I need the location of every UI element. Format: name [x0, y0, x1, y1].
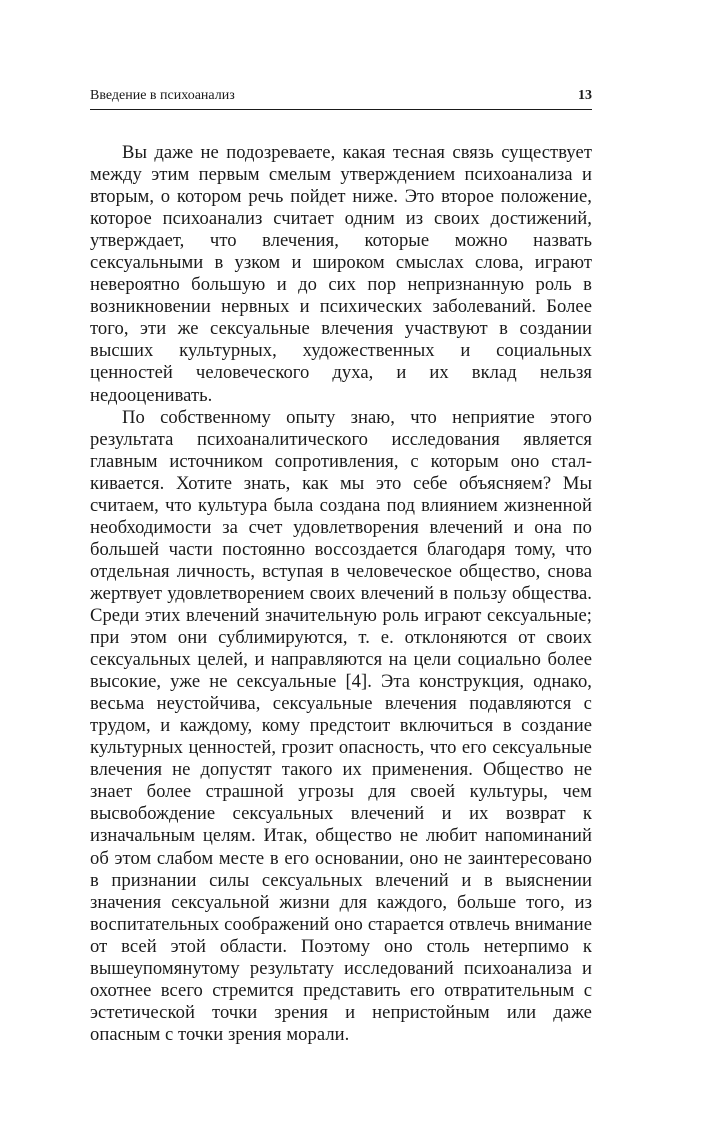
- page-number: 13: [578, 88, 592, 103]
- paragraph-2: По собственному опыту знаю, что неприятие этого результата психоаналитического исследования является главным источником сопротивления, с которым оно сталкивается. Хотите знать, как мы это себе объясняем? Мы считаем, что культура была создана под влиянием жизненной необходимости за счет удовлетворения влечений и она по большей части постоянно воссоздается благодаря тому, что отдельная личность, вступая в человеческое общество, снова жертвует удовлетворением своих влечений в пользу общества. Среди этих влечений значительную роль играют сексуальные; при этом они сублимируются, т. е. отклоняются от своих сексуальных целей, и направляются на цели социально более высокие, уже не сексуальные [4]. Эта конструкция, однако, весьма неустойчива, сексуальные влечения подавляются с трудом, и каждому, кому предстоит включиться в создание культурных ценностей, грозит опасность, что его сексуальные влечения не допустят такого их применения. Общество не знает более страшной угрозы для своей культуры, чем высвобождение сексуальных влечений и их возврат к изначальным целям. Итак, общество не любит напоминаний об этом слабом месте в его основании, оно не заинтересовано в признании силы сексуальных влечений и в выяснении значения сексуальной жизни для каждого, больше того, из воспитательных соображений оно старается отвлечь внимание от всей этой области. Поэтому оно столь нетерпимо к вышеупомянутому результату исследований психоанализа и охотнее всего стремится представить его отвратительным с эстетической точки зрения и непристойным или даже опасным с точки зрения морали.: [90, 406, 592, 1045]
- running-head: [90, 88, 592, 110]
- book-page: [90, 88, 592, 1046]
- body-text: [90, 142, 592, 1046]
- paragraph-1: Вы даже не подозреваете, какая тесная связь существует между этим первым смелым утверждением психоанализа и вторым, о котором речь пойдет ниже. Это второе положение, которое психоанализ считает одним из своих достижений, утверждает, что влечения, которые можно назвать сексуальными в узком и широком смыслах слова, играют невероятно большую и до сих пор непризнанную роль в возникновении нервных и психических заболеваний. Более того, эти же сексуальные влечения участвуют в создании высших культурных, художественных и социальных ценностей человеческого духа, и их вклад нельзя недооценивать.: [90, 142, 592, 406]
- running-title: Введение в психоанализ: [90, 88, 235, 103]
